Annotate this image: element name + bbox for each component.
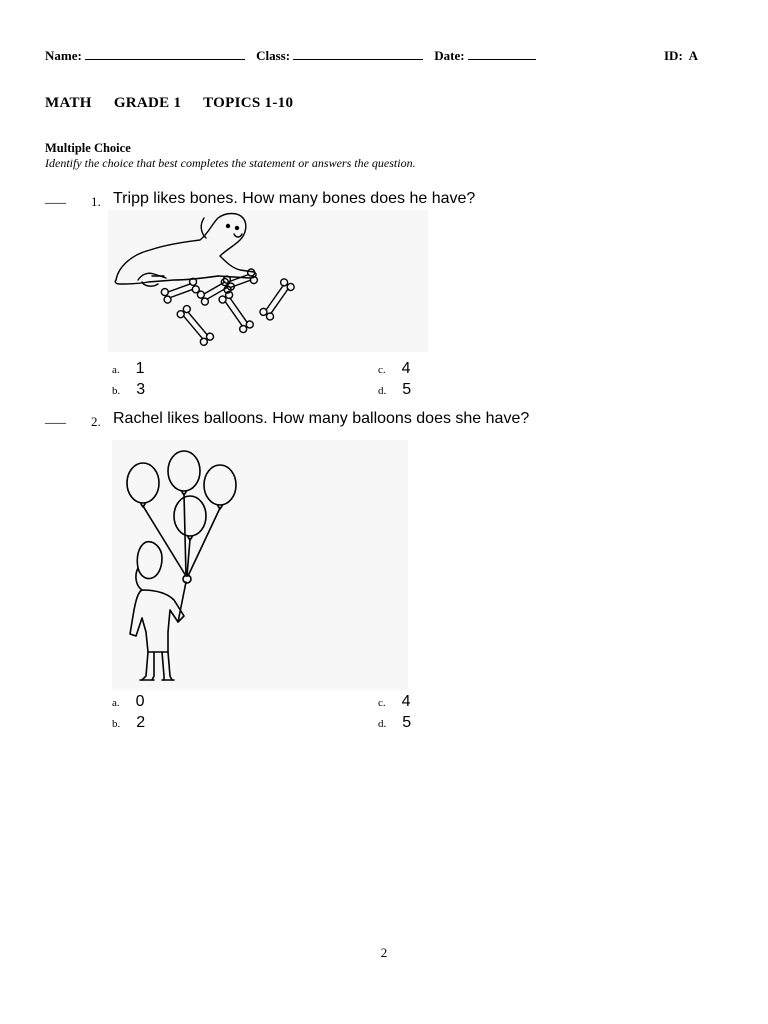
option-letter: b. [112,718,121,730]
option-letter: a. [112,697,120,709]
question-number-2: 2. [91,414,101,429]
page-number: 2 [380,945,388,960]
option-1c[interactable] [378,360,411,378]
option-letter: b. [112,385,121,397]
option-value: 5 [402,381,412,398]
dog-with-bones-illustration [108,210,428,352]
section-heading: Multiple Choice [45,141,131,155]
answer-blank-2[interactable]: ___ [45,411,66,426]
section-instructions: Identify the choice that best completes the statement or answers the question. [45,156,416,170]
option-letter: c. [378,364,386,376]
question-number-1: 1. [91,194,101,209]
answer-blank-1[interactable]: ___ [45,191,66,206]
test-title [45,95,311,112]
title-grade: GRADE 1 [113,95,182,111]
option-2c[interactable] [378,693,411,711]
option-2d[interactable] [378,714,411,732]
girl-with-balloons-illustration [112,440,408,690]
date-label: Date: [434,48,465,63]
option-letter: d. [378,385,387,397]
title-topics: TOPICS 1-10 [203,95,294,111]
option-2b[interactable] [112,714,145,732]
option-value: 4 [401,360,411,377]
option-letter: c. [378,697,386,709]
option-1a[interactable] [112,360,145,378]
id-value: A [688,48,698,63]
class-blank[interactable] [293,48,423,60]
id-label: ID: [664,48,683,63]
option-1b[interactable] [112,381,145,399]
option-value: 0 [135,693,145,710]
class-label: Class: [256,48,291,63]
option-value: 5 [402,714,412,731]
date-blank[interactable] [468,48,536,60]
question-text-1: Tripp likes bones. How many bones does he have? [113,190,476,207]
name-label: Name: [45,48,82,63]
test-id [664,48,698,64]
option-value: 2 [136,714,146,731]
option-value: 3 [136,381,146,398]
option-letter: d. [378,718,387,730]
title-subject: MATH [45,95,92,111]
name-blank[interactable] [85,48,245,60]
student-info-line [45,48,536,64]
question-text-2: Rachel likes balloons. How many balloons does she have? [113,410,530,427]
option-letter: a. [112,364,120,376]
option-value: 4 [401,693,411,710]
option-1d[interactable] [378,381,411,399]
option-2a[interactable] [112,693,145,711]
option-value: 1 [135,360,145,377]
